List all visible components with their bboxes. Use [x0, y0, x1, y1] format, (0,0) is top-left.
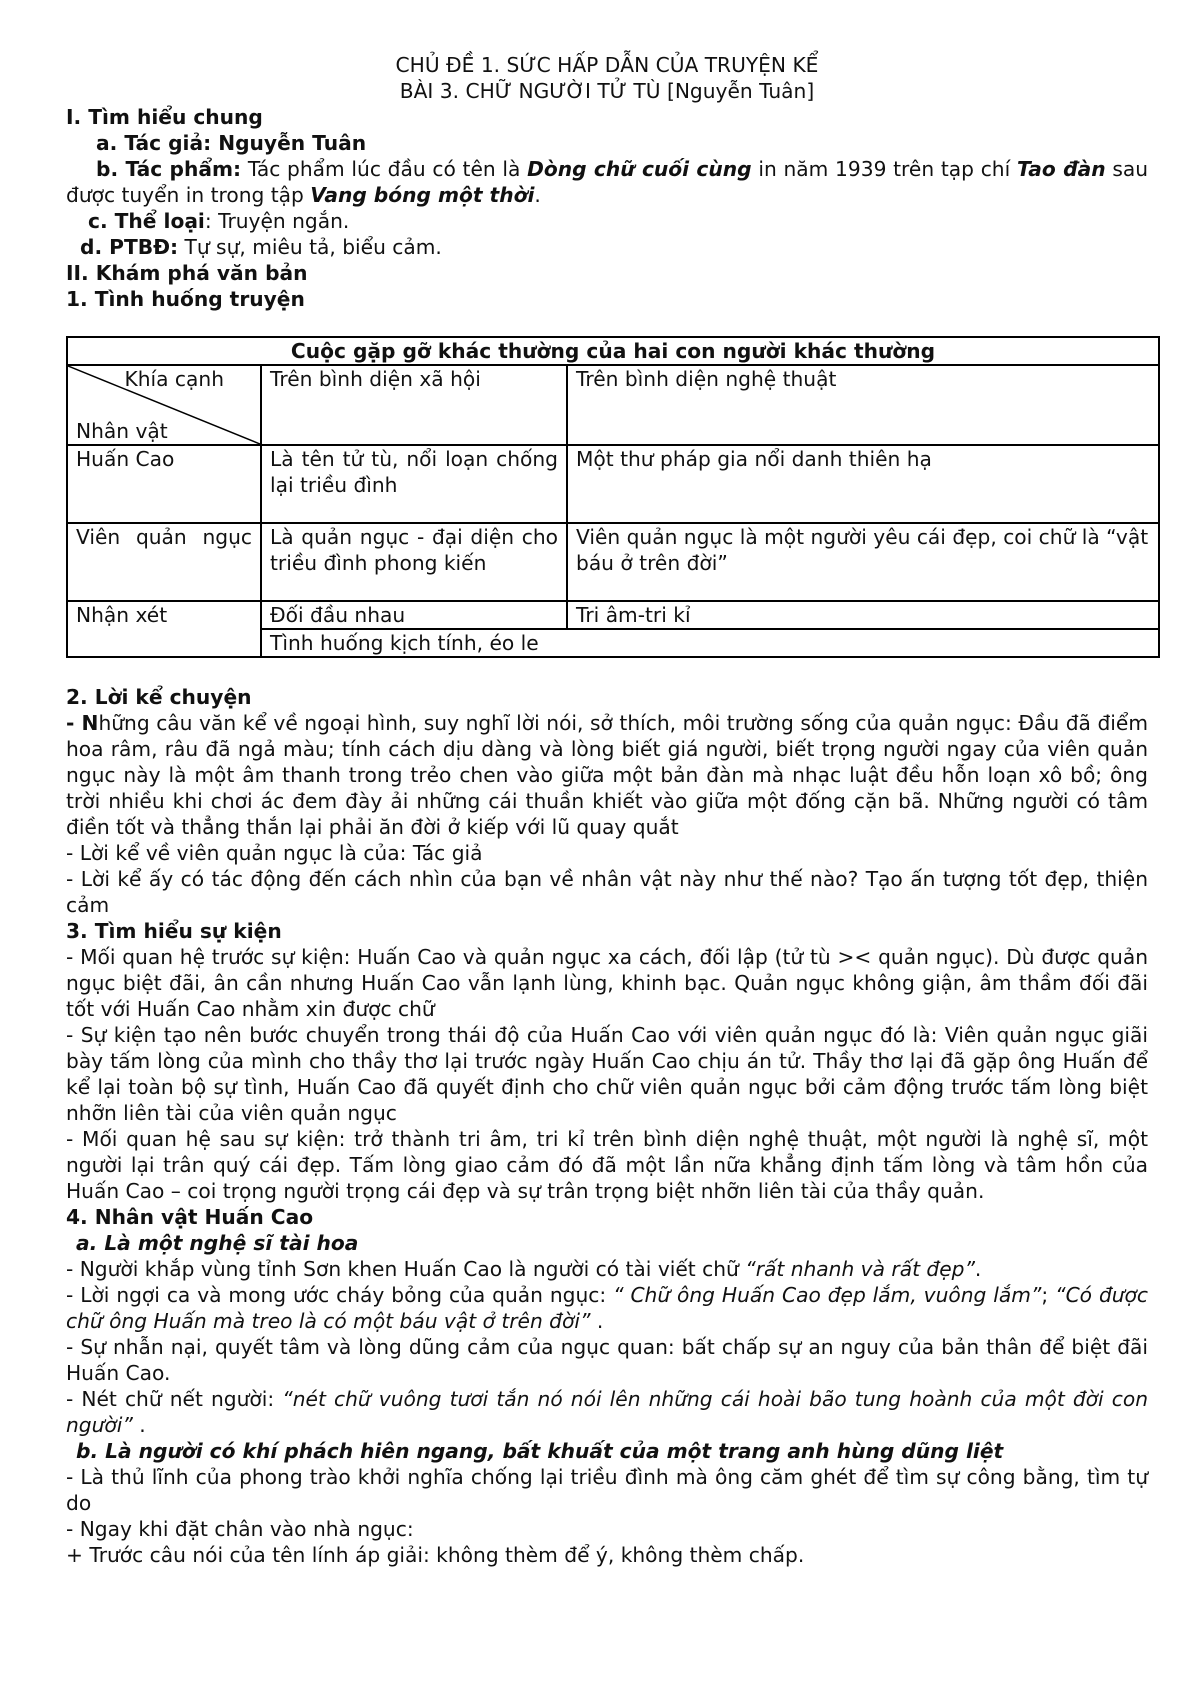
cell-warden-social: Là quản ngục - đại diện cho triều đình phong kiến: [261, 523, 567, 601]
genre-line: [66, 208, 1148, 234]
work-text-1: Tác phẩm lúc đầu có tên là: [241, 157, 528, 181]
character-a2-end: .: [590, 1309, 604, 1333]
character-a-line-2: [66, 1282, 1148, 1334]
character-a4-end: .: [132, 1413, 146, 1437]
column-header-art: Trên bình diện nghệ thuật: [567, 365, 1159, 445]
genre-text: : Truyện ngắn.: [204, 209, 350, 233]
narration-paragraph-3: - Lời kể ấy có tác động đến cách nhìn của bạn về nhân vật này như thế nào? Tạo ấn tượng tốt đẹp, thiện cảm: [66, 867, 1148, 917]
character-a2-quote-1: “ Chữ ông Huấn Cao đẹp lắm, vuông lắm”: [613, 1283, 1042, 1307]
cell-remark-social: Đối đầu nhau: [261, 601, 567, 629]
character-subhead-a-text: a. Là một nghệ sĩ tài hoa: [76, 1231, 359, 1255]
row-label-warden: Viên quản ngục: [67, 523, 261, 601]
events-paragraph-3: - Mối quan hệ sau sự kiện: trở thành tri âm, tri kỉ trên bình diện nghệ thuật, một người là nghệ sĩ, một người lại trân quý cái đẹp. Tấm lòng giao cảm đó đã một lần nữa khẳng định tấm lòng và tâm hồn của Huấn Cao – coi trọng người trọng cái đẹp và sự trân trọng biệt nhỡn liên tài của thầy quản.: [66, 1127, 1148, 1203]
work-text-3: sau được tuyển in trong tập: [66, 157, 1149, 207]
character-a1-quote: “rất nhanh và rất đẹp”: [745, 1257, 975, 1281]
character-subhead-b: [66, 1438, 1148, 1464]
table-title: Cuộc gặp gỡ khác thường của hai con người khác thường: [67, 337, 1159, 365]
cell-warden-art: Viên quản ngục là một người yêu cái đẹp, coi chữ là “vật báu ở trên đời”: [567, 523, 1159, 601]
events-paragraph-1: - Mối quan hệ trước sự kiện: Huấn Cao và quản ngục xa cách, đối lập (tử tù >< quản ngục). Dù được quản ngục biệt đãi, ân cần nhưng Huấn Cao vẫn lạnh lùng, khinh bạc. Quản ngục không giận, âm thầm đối đãi tốt với Huấn Cao nhằm xin được chữ: [66, 945, 1148, 1021]
cell-huan-cao-social: Là tên tử tù, nổi loạn chống lại triều đình: [261, 445, 567, 523]
section-heading-general: I. Tìm hiểu chung: [66, 105, 263, 129]
mode-text: Tự sự, miêu tả, biểu cảm.: [178, 235, 442, 259]
character-b-line-2: - Ngay khi đặt chân vào nhà ngục:: [66, 1517, 414, 1541]
events-paragraph-2: - Sự kiện tạo nên bước chuyển trong thái độ của Huấn Cao với viên quản ngục đó là: Viên quản ngục giãi bày tấm lòng của mình cho thầy thơ lại trước ngày Huấn Cao chịu án tử. Thầy thơ lại đã gặp ông Huấn để kể lại toàn bộ sự tình, Huấn Cao đã quyết định cho chữ viên quản ngục bởi cảm động trước tấm lòng biệt nhỡn liên tài của viên quản ngục: [66, 1023, 1148, 1125]
character-a2-text: - Lời ngợi ca và mong ước cháy bỏng của quản ngục:: [66, 1283, 614, 1307]
narration-lead: - N: [66, 711, 99, 735]
table-corner-cell: [67, 365, 261, 445]
work-text-4: .: [534, 183, 541, 207]
section-heading-explore: II. Khám phá văn bản: [66, 261, 308, 285]
author-line: [66, 130, 1148, 156]
topic-title: CHỦ ĐỀ 1. SỨC HẤP DẪN CỦA TRUYỆN KỂ: [395, 53, 819, 77]
narration-paragraph-2: - Lời kể về viên quản ngục là của: Tác giả: [66, 841, 483, 865]
character-a2-mid: ;: [1041, 1283, 1056, 1307]
subheading-character: 4. Nhân vật Huấn Cao: [66, 1205, 314, 1229]
character-b-line-3: + Trước câu nói của tên lính áp giải: không thèm để ý, không thèm chấp.: [66, 1543, 805, 1567]
mode-line: [66, 234, 1148, 260]
corner-aspect-label: Khía cạnh: [124, 367, 224, 391]
character-a-line-4: [66, 1386, 1148, 1438]
narration-text-1: hững câu văn kể về ngoại hình, suy nghĩ lời nói, sở thích, môi trường sống của quản ngục: Đầu đã điểm hoa râm, râu đã ngả màu; tính cách dịu dàng và lòng biết giá người, biết trọng người ngay của viên quản ngục này là một âm thanh trong trẻo chen vào giữa một bản đàn mà nhạc luật đều hỗn loạn xô bồ; ông trời nhiều khi chơi ác đem đày ải những cái thuần khiết vào giữa một đống cặn bã. Những người có tâm điền tốt và thẳng thắn lại phải ăn đời ở kiếp với lũ quay quắt: [66, 711, 1148, 839]
row-label-huan-cao: Huấn Cao: [67, 445, 261, 523]
work-title-1: Dòng chữ cuối cùng: [527, 157, 752, 181]
work-paragraph: [66, 156, 1148, 208]
column-header-social: Trên bình diện xã hội: [261, 365, 567, 445]
character-a2-quote-2: “Có được chữ ông Huấn mà treo là có một báu vật ở trên đời”: [66, 1283, 1149, 1333]
character-a4-quote: “nét chữ vuông tươi tắn nó nói lên những cái hoài bão tung hoành của một đời con người”: [66, 1387, 1148, 1437]
corner-character-label: Nhân vật: [76, 419, 168, 443]
lesson-title: BÀI 3. CHỮ NGƯỜI TỬ TÙ [Nguyễn Tuân]: [399, 79, 815, 103]
character-b-line-1: - Là thủ lĩnh của phong trào khởi nghĩa chống lại triều đình mà ông căm ghét để tìm sự công bằng, tìm tự do: [66, 1465, 1148, 1515]
character-a-line-1: [66, 1256, 1148, 1282]
author-text: a. Tác giả: Nguyễn Tuân: [96, 131, 367, 155]
situation-table: [66, 336, 1160, 658]
cell-remark-art: Tri âm-tri kỉ: [567, 601, 1159, 629]
cell-remark-merged: Tình huống kịch tính, éo le: [261, 629, 1159, 657]
character-subhead-b-text: b. Là người có khí phách hiên ngang, bất khuất của một trang anh hùng dũng liệt: [76, 1439, 1004, 1463]
character-subhead-a: [66, 1230, 1148, 1256]
character-a1-text: - Người khắp vùng tỉnh Sơn khen Huấn Cao là người có tài viết chữ: [66, 1257, 746, 1281]
subheading-narration: 2. Lời kể chuyện: [66, 685, 252, 709]
work-title-3: Vang bóng một thời: [310, 183, 535, 207]
narration-paragraph-1: [66, 710, 1148, 840]
subheading-situation: 1. Tình huống truyện: [66, 287, 305, 311]
row-label-remark: Nhận xét: [67, 601, 261, 657]
character-a-line-3: - Sự nhẫn nại, quyết tâm và lòng dũng cảm của ngục quan: bất chấp sự an nguy của bản thân để biệt đãi Huấn Cao.: [66, 1335, 1148, 1385]
subheading-events: 3. Tìm hiểu sự kiện: [66, 919, 282, 943]
work-label: b. Tác phẩm:: [96, 157, 242, 181]
work-title-2: Tao đàn: [1016, 157, 1106, 181]
cell-huan-cao-art: Một thư pháp gia nổi danh thiên hạ: [567, 445, 1159, 523]
character-a1-end: .: [974, 1257, 982, 1281]
genre-label: c. Thể loại: [88, 209, 205, 233]
work-text-2: in năm 1939 trên tạp chí: [751, 157, 1017, 181]
character-a4-text: - Nét chữ nết người:: [66, 1387, 283, 1411]
mode-label: d. PTBĐ:: [80, 235, 179, 259]
